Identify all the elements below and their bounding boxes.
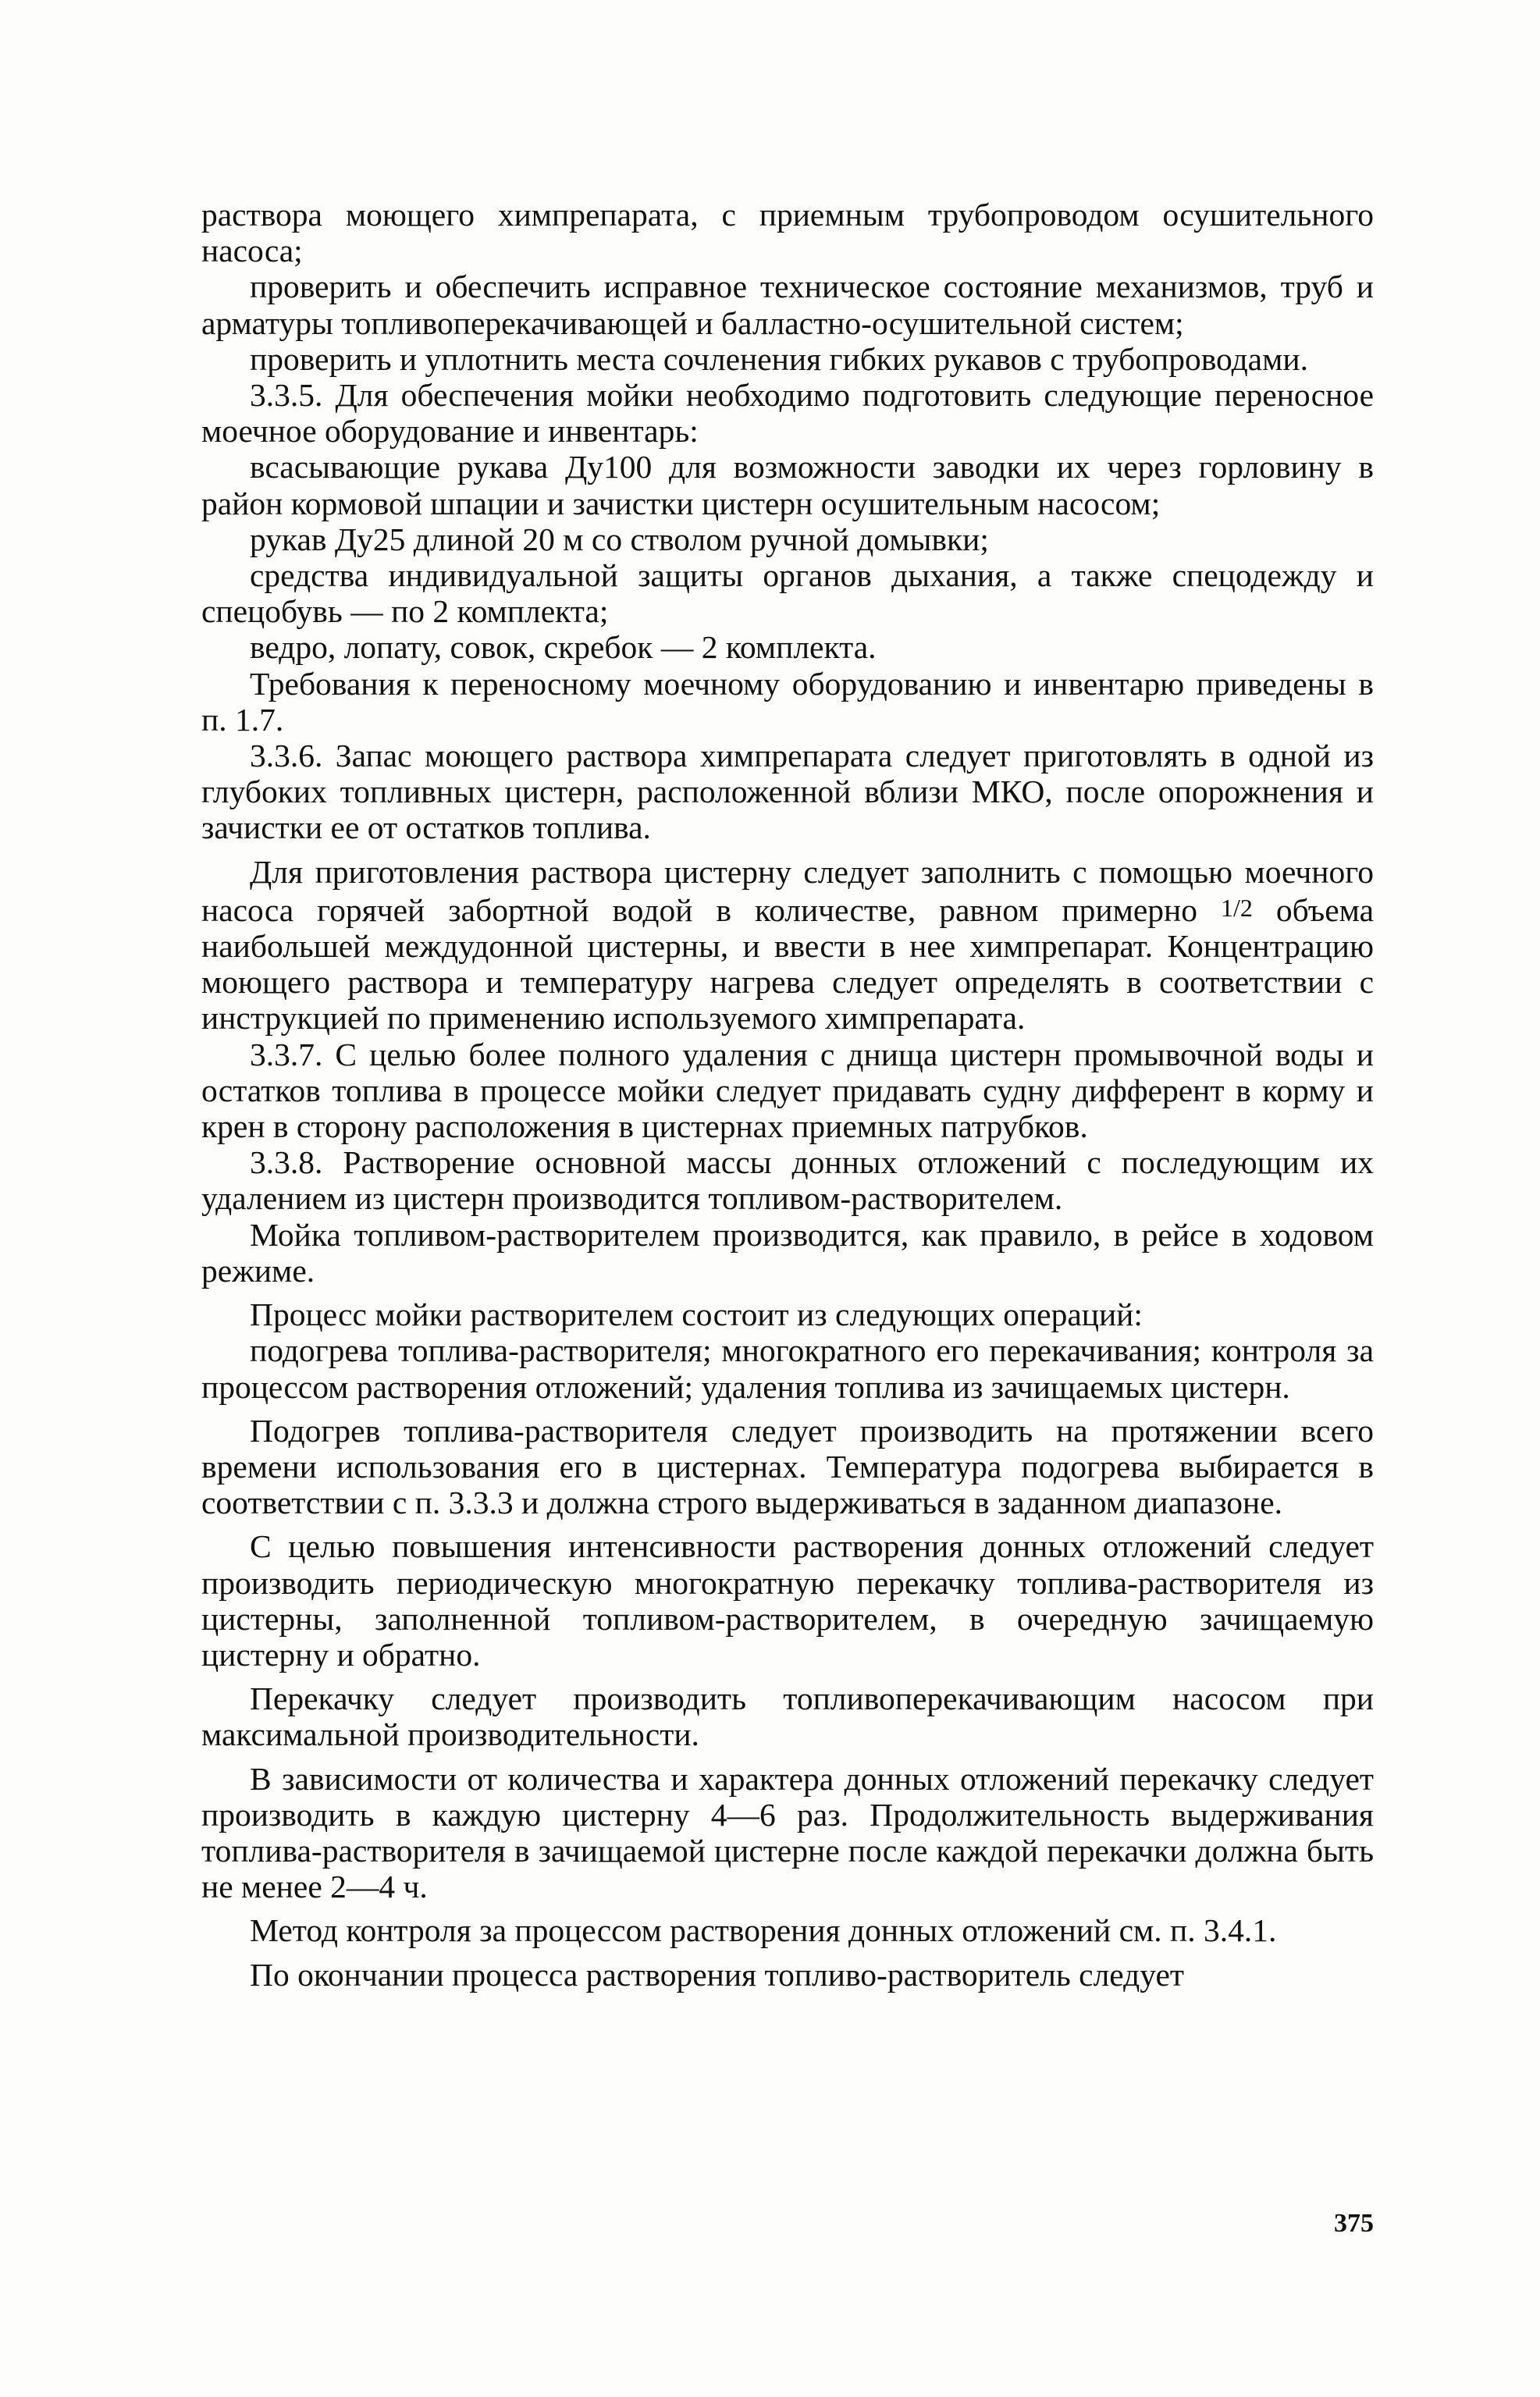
paragraph: средства индивидуальной защиты органов дыхания, а также спецодежду и спецобувь — по 2 комплекта; <box>201 557 1374 630</box>
paragraph: всасывающие рукава Ду100 для возможности заводки их через горловину в район кормовой шпации и зачистки цистерн осушительным насосом; <box>201 449 1374 521</box>
paragraph <box>201 854 1374 1037</box>
paragraph: Метод контроля за процессом растворения донных отложений см. п. 3.4.1. <box>250 1912 1277 1949</box>
paragraph-section-3-3-6: 3.3.6. Запас моющего раствора химпрепарата следует приготовлять в одной из глубоких топливных цистерн, расположенной вблизи МКО, после опорожнения и зачистки ее от остатков топлива. <box>201 738 1374 846</box>
page-number: 375 <box>1334 2209 1374 2238</box>
paragraph: подогрева топлива-растворителя; многократного его перекачивания; контроля за процессом растворения отложений; удаления топлива из зачищаемых цистерн. <box>201 1332 1374 1405</box>
fraction: 1/2 <box>1221 893 1253 922</box>
paragraph-section-3-3-8: 3.3.8. Растворение основной массы донных отложений с последующим их удалением из цистерн производится топливом-растворителем. <box>201 1144 1374 1217</box>
paragraph: Подогрев топлива-растворителя следует производить на протяжении всего времени использования его в цистернах. Температура подогрева выбирается в соответствии с п. 3.3.3 и должна строго выдерживаться в заданном диапазоне. <box>201 1412 1374 1521</box>
paragraph-part: объема наибольшей междудонной цистерны, и ввести в нее химпрепарат. Концентрацию моющего раствора и температуру нагрева следует определять в соответствии с инструкцией по применению используемого химпрепарата. <box>201 891 1375 1037</box>
paragraph: ведро, лопату, совок, скребок — 2 комплекта. <box>250 629 877 666</box>
paragraph: проверить и уплотнить места сочленения гибких рукавов с трубопроводами. <box>250 340 1308 377</box>
paragraph: Требования к переносному моечному оборудованию и инвентарю приведены в п. 1.7. <box>201 665 1374 738</box>
paragraph: Процесс мойки растворителем состоит из следующих операций: <box>250 1296 1143 1333</box>
body-text <box>201 197 1374 1993</box>
paragraph: По окончании процесса растворения топливо-растворитель следует <box>250 1956 1185 1993</box>
paragraph-section-3-3-7: 3.3.7. С целью более полного удаления с днища цистерн промывочной воды и остатков топлива в процессе мойки следует придавать судну дифферент в корму и крен в сторону расположения в цистернах приемных патрубков. <box>201 1036 1374 1145</box>
paragraph: раствора моющего химпрепарата, с приемным трубопроводом осушительного насоса; <box>201 197 1374 269</box>
paragraph: проверить и обеспечить исправное техническое состояние механизмов, труб и арматуры топливоперекачивающей и балластно-осушительной систем; <box>201 269 1374 341</box>
paragraph: С целью повышения интенсивности растворения донных отложений следует производить периодическую многократную перекачку топлива-растворителя из цистерны, заполненной топливом-растворителем, в очередную зачищаемую цистерну и обратно. <box>201 1528 1374 1673</box>
paragraph: В зависимости от количества и характера донных отложений перекачку следует производить в каждую цистерну 4—6 раз. Продолжительность выдерживания топлива-растворителя в зачищаемой цистерне после каждой перекачки должна быть не менее 2—4 ч. <box>201 1760 1374 1905</box>
paragraph-part: Для приготовления раствора цистерну следует заполнить с помощью моечного насоса горячей забортной водой в количестве, равном примерно <box>201 853 1374 928</box>
paragraph-section-3-3-5: 3.3.5. Для обеспечения мойки необходимо подготовить следующие переносное моечное оборудование и инвентарь: <box>201 377 1374 450</box>
paragraph: рукав Ду25 длиной 20 м со стволом ручной домывки; <box>250 521 989 557</box>
paragraph: Мойка топливом-растворителем производится, как правило, в рейсе в ходовом режиме. <box>201 1216 1374 1289</box>
paragraph: Перекачку следует производить топливоперекачивающим насосом при максимальной производительности. <box>201 1680 1374 1753</box>
